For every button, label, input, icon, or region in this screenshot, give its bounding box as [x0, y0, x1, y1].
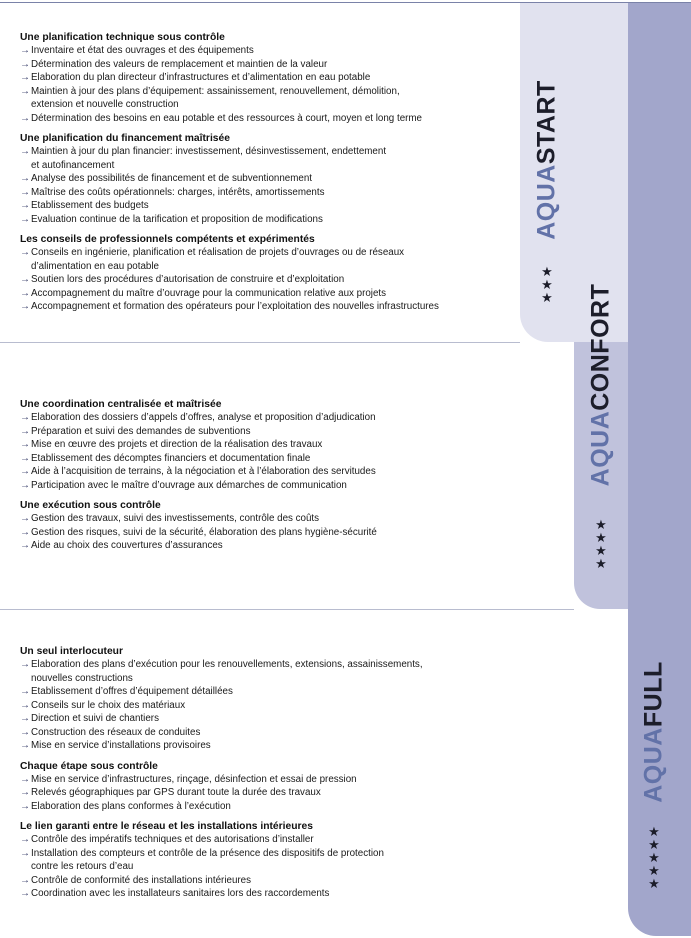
- arrow-right-icon: →: [20, 540, 30, 551]
- list-item: [20, 246, 515, 273]
- group-heading: Un seul interlocuteur: [20, 646, 123, 657]
- list-item-text: Elaboration des plans conformes à l’exécution: [31, 800, 231, 812]
- list-item: [20, 452, 515, 466]
- list-item: [20, 726, 515, 740]
- section-divider: [0, 609, 574, 610]
- star-icon: ★: [595, 517, 607, 532]
- feature-group: [20, 499, 515, 553]
- tab-label-suffix: START: [532, 80, 561, 165]
- tab-label-suffix: CONFORT: [586, 283, 615, 411]
- list-item: [20, 213, 515, 227]
- list-item-text: contre les retours d’eau: [31, 861, 134, 872]
- list-item-text: Inventaire et état des ouvrages et des équipements: [31, 45, 254, 56]
- list-item: [20, 833, 515, 847]
- arrow-right-icon: →: [20, 773, 30, 785]
- group-heading: Une exécution sous contrôle: [20, 500, 161, 511]
- list-item: [20, 71, 515, 85]
- list-item: [20, 411, 515, 425]
- tab-label-aquafull: [639, 661, 668, 803]
- arrow-right-icon: →: [20, 425, 30, 437]
- arrow-right-icon: →: [20, 847, 30, 859]
- star-icon: ★: [595, 556, 607, 571]
- arrow-right-icon: →: [20, 45, 30, 56]
- list-item-text: Relevés géographiques par GPS durant toute la durée des travaux: [31, 787, 321, 798]
- list-item-text: Gestion des risques, suivi de la sécurité, élaboration des plans hygiène-sécurité: [31, 526, 377, 538]
- list-item: [20, 685, 515, 699]
- arrow-right-icon: →: [20, 888, 30, 899]
- list-item: [20, 145, 515, 172]
- list-item: [20, 539, 515, 553]
- list-item-text: Maîtrise des coûts opérationnels: charges, intérêts, amortissements: [31, 186, 325, 198]
- arrow-right-icon: →: [20, 301, 30, 312]
- list-item-text: Conseils sur le choix des matériaux: [31, 699, 186, 711]
- list-item: [20, 199, 515, 213]
- group-heading: Une planification technique sous contrôle: [20, 32, 225, 43]
- list-item-text: Elaboration des plans d’exécution pour les renouvellements, extensions, assainissements,: [31, 659, 423, 670]
- feature-group: [20, 233, 515, 314]
- tab-label-aquaconfort: [586, 283, 615, 487]
- list-item-text: extension et nouvelle construction: [31, 99, 179, 110]
- star-rating: [541, 266, 553, 304]
- list-item: [20, 273, 515, 287]
- list-item-text: d’alimentation en eau potable: [31, 260, 160, 272]
- arrow-right-icon: →: [20, 526, 30, 538]
- arrow-right-icon: →: [20, 186, 30, 198]
- arrow-right-icon: →: [20, 412, 30, 423]
- arrow-right-icon: →: [20, 287, 30, 299]
- star-icon: ★: [648, 876, 660, 891]
- list-item: [20, 425, 515, 439]
- tab-label-suffix: FULL: [639, 661, 668, 728]
- arrow-right-icon: →: [20, 834, 30, 845]
- group-heading: Chaque étape sous contrôle: [20, 760, 158, 772]
- list-item-text: Elaboration du plan directeur d’infrastructures et d’alimentation en eau potable: [31, 72, 371, 83]
- tab-label-prefix: AQUA: [532, 164, 561, 240]
- feature-group: [20, 31, 515, 125]
- list-item-text: Mise en service d’infrastructures, rinçage, désinfection et essai de pression: [31, 773, 357, 785]
- list-item: [20, 512, 515, 526]
- list-item-text: Soutien lors des procédures d’autorisation de construire et d’exploitation: [31, 274, 345, 285]
- arrow-right-icon: →: [20, 85, 30, 97]
- list-item-text: Direction et suivi de chantiers: [31, 713, 159, 724]
- list-item: [20, 300, 515, 314]
- arrow-right-icon: →: [20, 686, 30, 697]
- list-item-text: Contrôle de conformité des installations intérieures: [31, 874, 251, 886]
- list-item-text: Etablissement d’offres d’équipement détaillées: [31, 686, 233, 697]
- list-item: [20, 479, 515, 493]
- list-item-text: Maintien à jour du plan financier: investissement, désinvestissement, endettement: [31, 146, 387, 157]
- section-aquafull: [20, 645, 515, 908]
- star-icon: ★: [648, 850, 660, 865]
- list-item: [20, 887, 515, 901]
- list-item-text: Analyse des possibilités de financement et de subventionnement: [31, 173, 313, 184]
- feature-group: [20, 760, 515, 814]
- list-item: [20, 58, 515, 72]
- list-item: [20, 786, 515, 800]
- arrow-right-icon: →: [20, 787, 30, 798]
- arrow-right-icon: →: [20, 146, 30, 157]
- list-item-text: Accompagnement du maître d’ouvrage pour la communication relative aux projets: [31, 287, 387, 299]
- list-item-text: Elaboration des dossiers d’appels d’offres, analyse et proposition d’adjudication: [31, 412, 376, 423]
- list-item-text: nouvelles constructions: [31, 672, 133, 684]
- tab-label-prefix: AQUA: [639, 727, 668, 803]
- arrow-right-icon: →: [20, 112, 30, 124]
- arrow-right-icon: →: [20, 274, 30, 285]
- list-item-text: Gestion des travaux, suivi des investissements, contrôle des coûts: [31, 513, 320, 524]
- arrow-right-icon: →: [20, 726, 30, 738]
- list-item: [20, 712, 515, 726]
- star-rating: [595, 519, 607, 570]
- star-icon: ★: [648, 837, 660, 852]
- star-icon: ★: [541, 290, 553, 305]
- list-item-text: Etablissement des décomptes financiers et documentation finale: [31, 452, 311, 464]
- list-item: [20, 85, 515, 112]
- list-item-text: Installation des compteurs et contrôle de la présence des dispositifs de protection: [31, 847, 384, 859]
- arrow-right-icon: →: [20, 200, 30, 211]
- arrow-right-icon: →: [20, 247, 30, 258]
- list-item-text: Mise en œuvre des projets et direction de la réalisation des travaux: [31, 439, 323, 450]
- list-item: [20, 465, 515, 479]
- list-item-text: Etablissement des budgets: [31, 200, 149, 211]
- tab-label-aquastart: [532, 80, 561, 240]
- star-icon: ★: [648, 863, 660, 878]
- arrow-right-icon: →: [20, 740, 30, 751]
- arrow-right-icon: →: [20, 713, 30, 724]
- list-item: [20, 699, 515, 713]
- list-item-text: Aide à l’acquisition de terrains, à la négociation et à l’élaboration des servitudes: [31, 466, 376, 477]
- star-icon: ★: [595, 530, 607, 545]
- arrow-right-icon: →: [20, 452, 30, 464]
- arrow-right-icon: →: [20, 479, 30, 491]
- list-item-text: Participation avec le maître d’ouvrage aux démarches de communication: [31, 479, 347, 491]
- star-icon: ★: [541, 264, 553, 279]
- list-item: [20, 438, 515, 452]
- group-heading: Les conseils de professionnels compétents et expérimentés: [20, 234, 315, 245]
- arrow-right-icon: →: [20, 874, 30, 886]
- list-item: [20, 874, 515, 888]
- arrow-right-icon: →: [20, 699, 30, 711]
- list-item: [20, 800, 515, 814]
- list-item: [20, 172, 515, 186]
- list-item-text: Maintien à jour des plans d’équipement: assainissement, renouvellement, démolition,: [31, 85, 400, 97]
- arrow-right-icon: →: [20, 213, 30, 225]
- section-aquaconfort: [20, 398, 515, 560]
- arrow-right-icon: →: [20, 72, 30, 83]
- arrow-right-icon: →: [20, 513, 30, 524]
- list-item-text: Conseils en ingénierie, planification et réalisation de projets d’ouvrages ou de réseaux: [31, 247, 405, 258]
- arrow-right-icon: →: [20, 439, 30, 450]
- list-item: [20, 287, 515, 301]
- section-divider: [0, 342, 520, 343]
- list-item-text: Mise en service d’installations provisoires: [31, 740, 211, 751]
- list-item-text: Détermination des valeurs de remplacement et maintien de la valeur: [31, 58, 328, 70]
- list-item-text: Coordination avec les installateurs sanitaires lors des raccordements: [31, 888, 330, 899]
- arrow-right-icon: →: [20, 173, 30, 184]
- feature-group: [20, 398, 515, 492]
- feature-group: [20, 820, 515, 901]
- section-aquastart: [20, 31, 515, 321]
- group-heading: Une coordination centralisée et maîtrisée: [20, 399, 222, 410]
- list-item-text: Détermination des besoins en eau potable et des ressources à court, moyen et long terme: [31, 112, 423, 124]
- arrow-right-icon: →: [20, 466, 30, 477]
- group-heading: Une planification du financement maîtrisée: [20, 133, 230, 144]
- arrow-right-icon: →: [20, 800, 30, 812]
- list-item: [20, 112, 515, 126]
- arrow-right-icon: →: [20, 659, 30, 670]
- list-item: [20, 658, 515, 685]
- list-item-text: et autofinancement: [31, 159, 115, 171]
- list-item-text: Evaluation continue de la tarification et proposition de modifications: [31, 213, 323, 225]
- list-item: [20, 186, 515, 200]
- list-item: [20, 739, 515, 753]
- feature-group: [20, 132, 515, 226]
- tab-label-prefix: AQUA: [586, 410, 615, 487]
- star-icon: ★: [541, 277, 553, 292]
- star-rating: [648, 826, 660, 890]
- arrow-right-icon: →: [20, 58, 30, 70]
- list-item-text: Contrôle des impératifs techniques et des autorisations d’installer: [31, 834, 314, 845]
- list-item-text: Préparation et suivi des demandes de subventions: [31, 425, 251, 437]
- star-icon: ★: [595, 543, 607, 558]
- feature-group: [20, 645, 515, 753]
- list-item-text: Accompagnement et formation des opérateurs pour l’exploitation des nouvelles infrastructures: [31, 301, 439, 312]
- list-item: [20, 526, 515, 540]
- list-item-text: Construction des réseaux de conduites: [31, 726, 201, 738]
- group-heading: Le lien garanti entre le réseau et les installations intérieures: [20, 821, 313, 832]
- list-item: [20, 44, 515, 58]
- list-item: [20, 773, 515, 787]
- list-item: [20, 847, 515, 874]
- star-icon: ★: [648, 824, 660, 839]
- list-item-text: Aide au choix des couvertures d’assurances: [31, 540, 223, 551]
